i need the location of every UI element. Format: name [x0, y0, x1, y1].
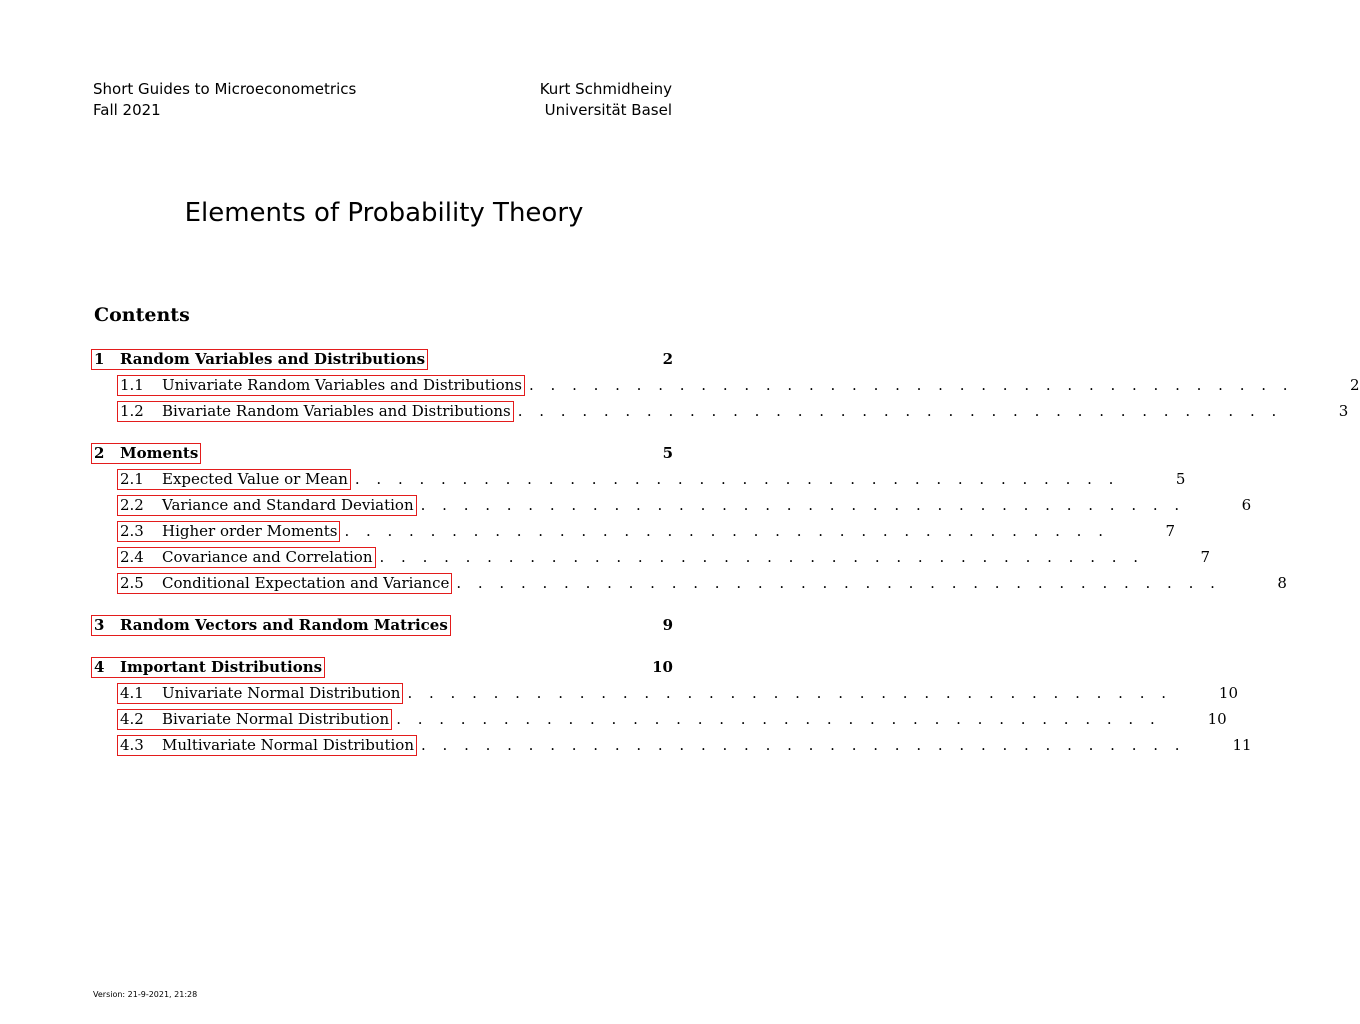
- toc-subsection-4-3: [91, 734, 1252, 756]
- toc-leader-dots: . . . . . . . . . . . . . . . . . . . . . . . . . . . . . . . . . . . .: [456, 574, 1221, 592]
- toc-page-number: 10: [652, 658, 673, 676]
- toc-subsection-2-3: [91, 520, 1175, 542]
- toc-subsection-2-1: [91, 468, 1186, 490]
- toc-subsection-4-1: [91, 682, 1239, 704]
- toc-section-3: [91, 614, 673, 636]
- toc-leader-dots: . . . . . . . . . . . . . . . . . . . . . . . . . . . . . . . . . . . .: [396, 710, 1161, 728]
- toc-label: Important Distributions: [120, 658, 323, 676]
- toc-number: 1.2: [120, 402, 144, 420]
- toc-page-number: 6: [1241, 496, 1252, 514]
- version-footer: Version: 21-9-2021, 21:28: [93, 990, 198, 999]
- contents-heading: Contents: [94, 304, 190, 326]
- toc-number: 2.3: [120, 522, 144, 540]
- toc-page-number: 2: [1350, 376, 1360, 394]
- toc-number: 1.1: [120, 376, 144, 394]
- toc-link-2-1[interactable]: [117, 469, 351, 490]
- toc-label: Moments: [120, 444, 199, 462]
- toc-label: Covariance and Correlation: [162, 548, 373, 566]
- toc-number: 2: [94, 444, 105, 462]
- toc-number: 2.1: [120, 470, 144, 488]
- header-left: [93, 79, 356, 121]
- toc-link-section-3[interactable]: [91, 615, 451, 636]
- toc-label: Multivariate Normal Distribution: [162, 736, 414, 754]
- toc-number: 4.3: [120, 736, 144, 754]
- toc-number: 4: [94, 658, 105, 676]
- toc-page-number: 8: [1277, 574, 1287, 592]
- toc-number: 4.2: [120, 710, 144, 728]
- toc-subsection-1-1: [91, 374, 1360, 396]
- toc-subsection-2-2: [91, 494, 1252, 516]
- toc-page-number: 10: [1218, 684, 1239, 702]
- toc-link-1-2[interactable]: [117, 401, 514, 422]
- toc-label: Bivariate Normal Distribution: [162, 710, 390, 728]
- toc-number: 2.4: [120, 548, 144, 566]
- toc-page-number: 2: [662, 350, 673, 368]
- toc-page-number: 10: [1207, 710, 1227, 728]
- toc-leader-dots: . . . . . . . . . . . . . . . . . . . . . . . . . . . . . . . . . . . .: [407, 684, 1173, 702]
- toc-label: Conditional Expectation and Variance: [162, 574, 450, 592]
- toc-page-number: 7: [1165, 522, 1175, 540]
- toc-number: 3: [94, 616, 105, 634]
- toc-page-number: 11: [1232, 736, 1252, 754]
- toc-section-4: [91, 656, 673, 678]
- toc-link-section-1[interactable]: [91, 349, 428, 370]
- toc-link-4-1[interactable]: [117, 683, 403, 704]
- toc-leader-dots: . . . . . . . . . . . . . . . . . . . . . . . . . . . . . . . . . . . .: [420, 496, 1186, 514]
- toc-subsection-1-2: [91, 400, 1349, 422]
- document-title: Elements of Probability Theory: [184, 198, 584, 228]
- toc-link-section-4[interactable]: [91, 657, 325, 678]
- header-series: Short Guides to Microeconometrics: [93, 80, 357, 98]
- toc-link-4-2[interactable]: [117, 709, 392, 730]
- toc-label: Random Vectors and Random Matrices: [120, 616, 448, 634]
- toc-label: Variance and Standard Deviation: [162, 496, 414, 514]
- toc-page-number: 7: [1200, 548, 1211, 566]
- header-term: Fall 2021: [93, 101, 161, 119]
- header-author: Kurt Schmidheiny: [539, 80, 672, 98]
- toc-label: Expected Value or Mean: [162, 470, 348, 488]
- toc-label: Bivariate Random Variables and Distributions: [162, 402, 511, 420]
- toc-subsection-2-5: [91, 572, 1287, 594]
- header-right: [540, 79, 672, 121]
- toc-number: 4.1: [120, 684, 144, 702]
- toc-link-2-2[interactable]: [117, 495, 417, 516]
- toc-number: 2.2: [120, 496, 144, 514]
- toc-link-4-3[interactable]: [117, 735, 417, 756]
- toc-label: Higher order Moments: [162, 522, 338, 540]
- toc-leader-dots: . . . . . . . . . . . . . . . . . . . . . . . . . . . . . . . . . . . .: [529, 376, 1294, 394]
- toc-subsection-2-4: [91, 546, 1211, 568]
- toc-leader-dots: . . . . . . . . . . . . . . . . . . . . . . . . . . . . . . . . . . . .: [421, 736, 1186, 754]
- toc-subsection-4-2: [91, 708, 1227, 730]
- toc-page-number: 5: [1175, 470, 1186, 488]
- toc-section-1: [91, 348, 673, 370]
- toc-link-2-3[interactable]: [117, 521, 340, 542]
- toc-label: Random Variables and Distributions: [120, 350, 426, 368]
- toc-number: 2.5: [120, 574, 144, 592]
- toc-page-number: 9: [662, 616, 673, 634]
- toc-label: Univariate Random Variables and Distributions: [162, 376, 522, 394]
- toc-link-section-2[interactable]: [91, 443, 201, 464]
- toc-leader-dots: . . . . . . . . . . . . . . . . . . . . . . . . . . . . . . . . . . . .: [379, 548, 1145, 566]
- toc-leader-dots: . . . . . . . . . . . . . . . . . . . . . . . . . . . . . . . . . . . .: [344, 522, 1109, 540]
- toc-section-2: [91, 442, 673, 464]
- toc-page-number: 5: [662, 444, 673, 462]
- toc-link-1-1[interactable]: [117, 375, 525, 396]
- toc-number: 1: [94, 350, 105, 368]
- header-institution: Universität Basel: [544, 101, 672, 119]
- toc-label: Univariate Normal Distribution: [162, 684, 401, 702]
- toc-link-2-4[interactable]: [117, 547, 376, 568]
- toc-leader-dots: . . . . . . . . . . . . . . . . . . . . . . . . . . . . . . . . . . . .: [354, 470, 1120, 488]
- toc-page-number: 3: [1338, 402, 1349, 420]
- toc-leader-dots: . . . . . . . . . . . . . . . . . . . . . . . . . . . . . . . . . . . .: [517, 402, 1283, 420]
- toc-link-2-5[interactable]: [117, 573, 452, 594]
